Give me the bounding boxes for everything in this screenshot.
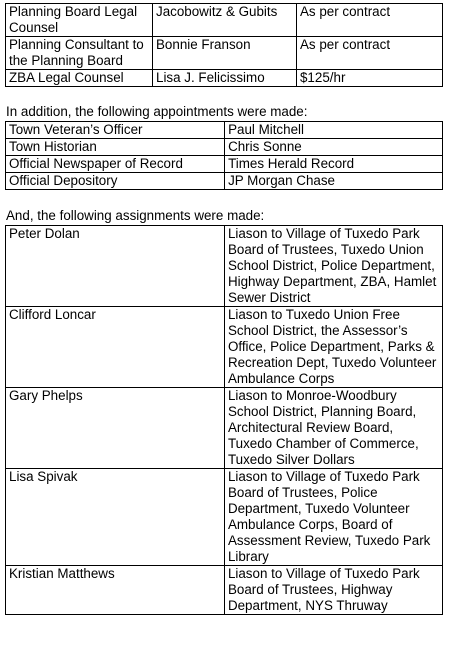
name-cell: Bonnie Franson: [153, 37, 297, 70]
appointee-cell: JP Morgan Chase: [225, 173, 443, 190]
appointments-intro: In addition, the following appointments were made:: [6, 104, 308, 119]
role-cell: Planning Consultant to the Planning Board: [6, 37, 153, 70]
role-cell: ZBA Legal Counsel: [6, 70, 153, 87]
table-row: [6, 307, 443, 388]
table-row: [6, 4, 443, 37]
position-cell: Town Veteran’s Officer: [6, 122, 225, 139]
table-row: [6, 469, 443, 566]
table-row: [6, 122, 443, 139]
fee-cell: $125/hr: [296, 70, 442, 87]
table-row: [6, 566, 443, 615]
assignments-table: [5, 225, 443, 615]
table-row: [6, 173, 443, 190]
name-cell: Jacobowitz & Gubits: [153, 4, 297, 37]
table-row: [6, 37, 443, 70]
fee-cell: As per contract: [296, 37, 442, 70]
appointee-cell: Paul Mitchell: [225, 122, 443, 139]
position-cell: Official Newspaper of Record: [6, 156, 225, 173]
table-row: [6, 70, 443, 87]
table-row: [6, 226, 443, 307]
duties-cell: Liason to Village of Tuxedo Park Board of Trustees, Highway Department, NYS Thruway: [224, 566, 442, 615]
member-cell: Clifford Loncar: [6, 307, 225, 388]
fee-cell: As per contract: [296, 4, 442, 37]
member-cell: Kristian Matthews: [6, 566, 225, 615]
appointee-cell: Times Herald Record: [225, 156, 443, 173]
duties-cell: Liason to Village of Tuxedo Park Board of Trustees, Police Department, Tuxedo Volunteer Ambulance Corps, Board of Assessment Review, Tuxedo Park Library: [224, 469, 442, 566]
duties-cell: Liason to Village of Tuxedo Park Board of Trustees, Tuxedo Union School District, Police Department, Highway Department, ZBA, Hamlet Sewer District: [224, 226, 442, 307]
table-row: [6, 388, 443, 469]
table-row: [6, 156, 443, 173]
member-cell: Lisa Spivak: [6, 469, 225, 566]
appointments-table: [5, 121, 443, 190]
consultants-table: [5, 3, 443, 87]
role-cell: Planning Board Legal Counsel: [6, 4, 153, 37]
table-row: [6, 139, 443, 156]
position-cell: Town Historian: [6, 139, 225, 156]
duties-cell: Liason to Tuxedo Union Free School District, the Assessor’s Office, Police Department, Parks & Recreation Dept, Tuxedo Volunteer Ambulance Corps: [224, 307, 442, 388]
position-cell: Official Depository: [6, 173, 225, 190]
name-cell: Lisa J. Felicissimo: [153, 70, 297, 87]
member-cell: Peter Dolan: [6, 226, 225, 307]
member-cell: Gary Phelps: [6, 388, 225, 469]
duties-cell: Liason to Monroe-Woodbury School District, Planning Board, Architectural Review Board, Tuxedo Chamber of Commerce, Tuxedo Silver Dollars: [224, 388, 442, 469]
assignments-intro: And, the following assignments were made:: [6, 208, 265, 223]
appointee-cell: Chris Sonne: [225, 139, 443, 156]
